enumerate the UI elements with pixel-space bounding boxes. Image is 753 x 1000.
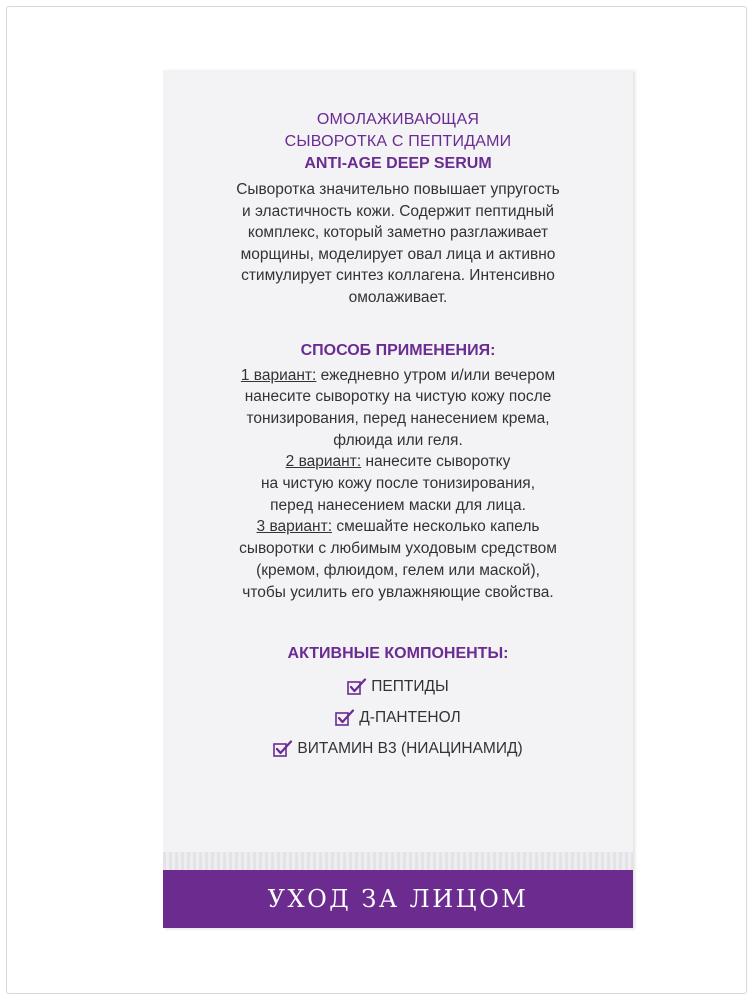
variant-2-label: 2 вариант: — [285, 453, 362, 471]
description-line: морщины, моделирует овал лица и активно — [240, 245, 556, 263]
variant-2-line: на чистую кожу после тонизирования, — [260, 475, 536, 493]
variant-2-line — [163, 451, 633, 473]
category-banner — [163, 870, 633, 928]
description-line: комплекс, который заметно разглаживает — [247, 224, 549, 242]
component-item — [163, 702, 633, 733]
product-box-back — [163, 70, 633, 928]
variant-1-line: тонизирования, перед нанесением крема, — [246, 409, 550, 427]
description-line: стимулирует синтез коллагена. Интенсивно — [241, 267, 555, 285]
component-label: ПЕПТИДЫ — [371, 677, 449, 695]
usage-instructions — [163, 365, 633, 604]
component-label: ВИТАМИН В3 (НИАЦИНАМИД) — [297, 739, 523, 757]
variant-1-line: нанесите сыворотку на чистую кожу после — [244, 388, 552, 406]
component-item — [163, 671, 633, 702]
title-line-1: ОМОЛАЖИВАЮЩАЯ — [316, 111, 480, 128]
variant-2-text: нанесите сыворотку — [361, 453, 511, 471]
component-label: Д-ПАНТЕНОЛ — [359, 708, 461, 726]
usage-heading: СПОСОБ ПРИМЕНЕНИЯ: — [300, 341, 496, 359]
component-item — [163, 733, 633, 764]
description-line: и эластичность кожи. Содержит пептидный — [242, 202, 554, 220]
variant-3-line: чтобы усилить его увлажняющие свойства. — [242, 583, 554, 601]
variant-3-line: сыворотки с любимым уходовым средством — [239, 540, 557, 558]
check-box-icon — [335, 709, 355, 727]
box-edge-stripe — [163, 852, 633, 870]
description-line: Сыворотка значительно повышает упругость — [236, 181, 560, 198]
variant-3-label: 3 вариант: — [256, 518, 333, 536]
check-box-icon — [273, 740, 293, 758]
title-line-2: СЫВОРОТКА С ПЕПТИДАМИ — [284, 133, 512, 150]
variant-2-line: перед нанесением маски для лица. — [270, 496, 526, 514]
category-label: УХОД ЗА ЛИЦОМ — [267, 885, 529, 913]
variant-3-line: (кремом, флюидом, гелем или маской), — [256, 561, 540, 579]
description-line: омолаживает. — [348, 288, 448, 306]
variant-1-line — [163, 365, 633, 387]
variant-1-text: ежедневно утром и/или вечером — [316, 366, 556, 384]
title-english: ANTI-AGE DEEP SERUM — [304, 155, 492, 172]
variant-3-text: смешайте несколько капель — [332, 518, 540, 536]
components-list — [163, 671, 633, 764]
variant-1-line: флюида или геля. — [333, 431, 463, 449]
product-description — [163, 179, 633, 309]
box-content — [163, 70, 633, 764]
components-heading: АКТИВНЫЕ КОМПОНЕНТЫ: — [287, 645, 509, 663]
variant-3-line — [163, 516, 633, 538]
variant-1-label: 1 вариант: — [240, 366, 317, 384]
check-box-icon — [347, 678, 367, 696]
